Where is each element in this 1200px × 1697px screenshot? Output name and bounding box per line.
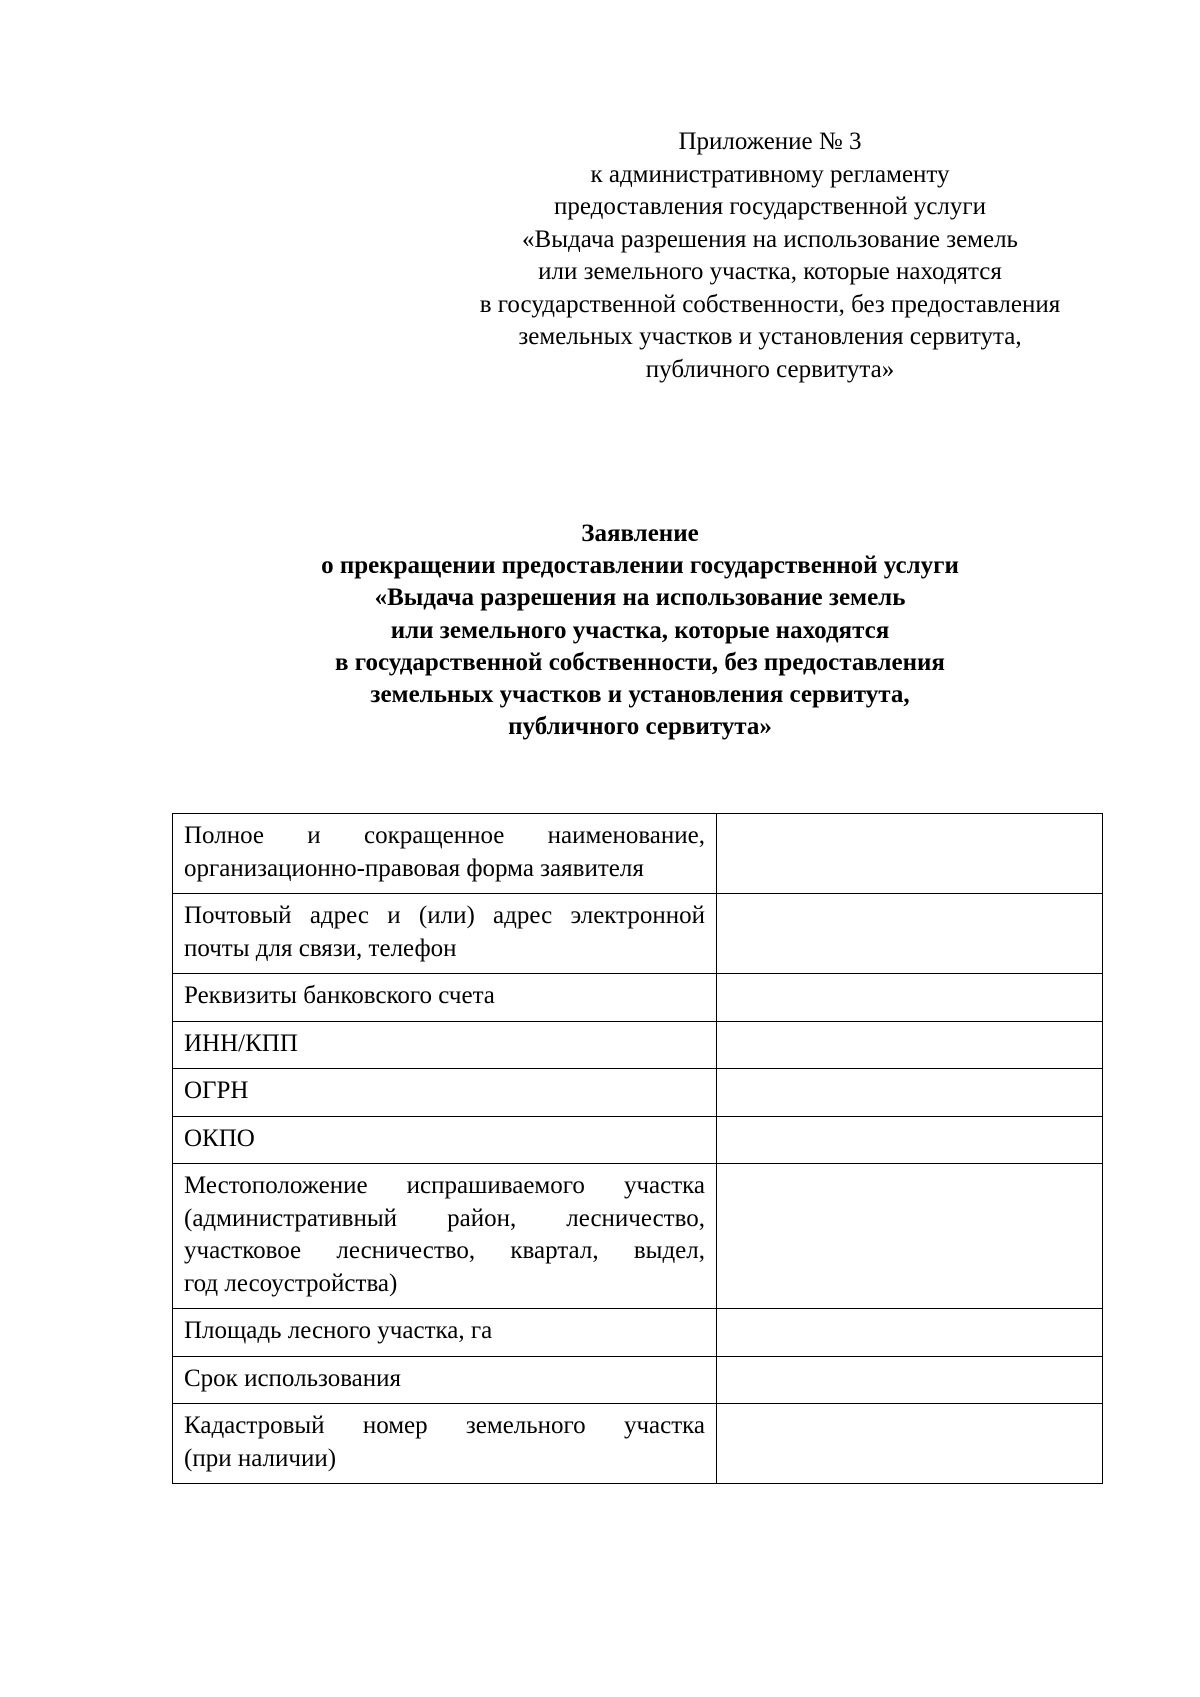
row-label-line: Срок использования xyxy=(184,1364,402,1392)
row-label xyxy=(173,1164,717,1309)
row-label xyxy=(173,1356,717,1404)
form-row-cadastral-number xyxy=(173,1404,1103,1484)
row-value-field[interactable] xyxy=(717,894,1103,974)
form-row-forest-area xyxy=(173,1309,1103,1357)
form-row-applicant-name xyxy=(173,814,1103,894)
row-value-field[interactable] xyxy=(717,1116,1103,1164)
row-label xyxy=(173,814,717,894)
row-label-line: Полное и сокращенное наименование, xyxy=(184,822,705,849)
row-label xyxy=(173,1404,717,1484)
row-label-line: участковое лесничество, квартал, выдел, xyxy=(184,1237,705,1264)
row-label xyxy=(173,1069,717,1117)
form-row-ogrn xyxy=(173,1069,1103,1117)
row-label-line: Кадастровый номер земельного участка xyxy=(184,1412,705,1439)
form-row-usage-term xyxy=(173,1356,1103,1404)
appendix-line: земельных участков и установления сервитута, xyxy=(518,323,1022,350)
row-value-field[interactable] xyxy=(717,1069,1103,1117)
title-line: в государственной собственности, без предоставления xyxy=(335,648,945,676)
title-line: земельных участков и установления сервитута, xyxy=(370,681,910,709)
row-label-line: год лесоустройства) xyxy=(184,1269,398,1297)
appendix-line: к административному регламенту xyxy=(590,160,950,188)
row-label-line: (административный район, лесничество, xyxy=(184,1204,705,1232)
appendix-line: «Выдача разрешения на использование земель xyxy=(522,225,1018,253)
appendix-line: или земельного участка, которые находятся xyxy=(538,258,1002,285)
title-line: о прекращении предоставлении государственной услуги xyxy=(321,552,959,580)
row-label xyxy=(173,1021,717,1069)
title-line: Заявление xyxy=(581,520,699,547)
document-title xyxy=(160,518,1120,743)
row-label-line: ОКПО xyxy=(184,1124,255,1152)
form-row-plot-location xyxy=(173,1164,1103,1309)
row-label xyxy=(173,1116,717,1164)
title-line: или земельного участка, которые находятся xyxy=(390,616,890,644)
row-value-field[interactable] xyxy=(717,974,1103,1022)
row-label xyxy=(173,1309,717,1357)
title-line: «Выдача разрешения на использование земель xyxy=(374,584,906,612)
row-label-line: Почтовый адрес и (или) адрес электронной xyxy=(184,902,705,929)
row-label xyxy=(173,894,717,974)
row-label-line: почты для связи, телефон xyxy=(184,934,457,962)
row-label-line: Площадь лесного участка, га xyxy=(184,1317,493,1344)
row-label xyxy=(173,974,717,1022)
title-line: публичного сервитута» xyxy=(508,713,772,741)
row-value-field[interactable] xyxy=(717,814,1103,894)
appendix-line: в государственной собственности, без предоставления xyxy=(479,290,1061,318)
form-row-postal-address xyxy=(173,894,1103,974)
row-label-line: Реквизиты банковского счета xyxy=(184,982,495,1009)
row-label-line: Местоположение испрашиваемого участка xyxy=(184,1172,705,1199)
application-form-table xyxy=(172,813,1103,1484)
row-value-field[interactable] xyxy=(717,1309,1103,1357)
row-value-field[interactable] xyxy=(717,1404,1103,1484)
row-value-field[interactable] xyxy=(717,1164,1103,1309)
appendix-line: публичного сервитута» xyxy=(645,355,895,383)
appendix-header xyxy=(430,126,1110,386)
form-row-bank-details xyxy=(173,974,1103,1022)
row-label-line: ОГРН xyxy=(184,1077,249,1104)
row-label-line: ИНН/КПП xyxy=(184,1029,298,1057)
row-value-field[interactable] xyxy=(717,1356,1103,1404)
appendix-line: предоставления государственной услуги xyxy=(553,193,987,220)
row-label-line: организационно-правовая форма заявителя xyxy=(184,854,644,882)
appendix-line: Приложение № 3 xyxy=(678,128,862,155)
row-label-line: (при наличии) xyxy=(184,1444,337,1472)
row-value-field[interactable] xyxy=(717,1021,1103,1069)
form-row-inn-kpp xyxy=(173,1021,1103,1069)
form-row-okpo xyxy=(173,1116,1103,1164)
